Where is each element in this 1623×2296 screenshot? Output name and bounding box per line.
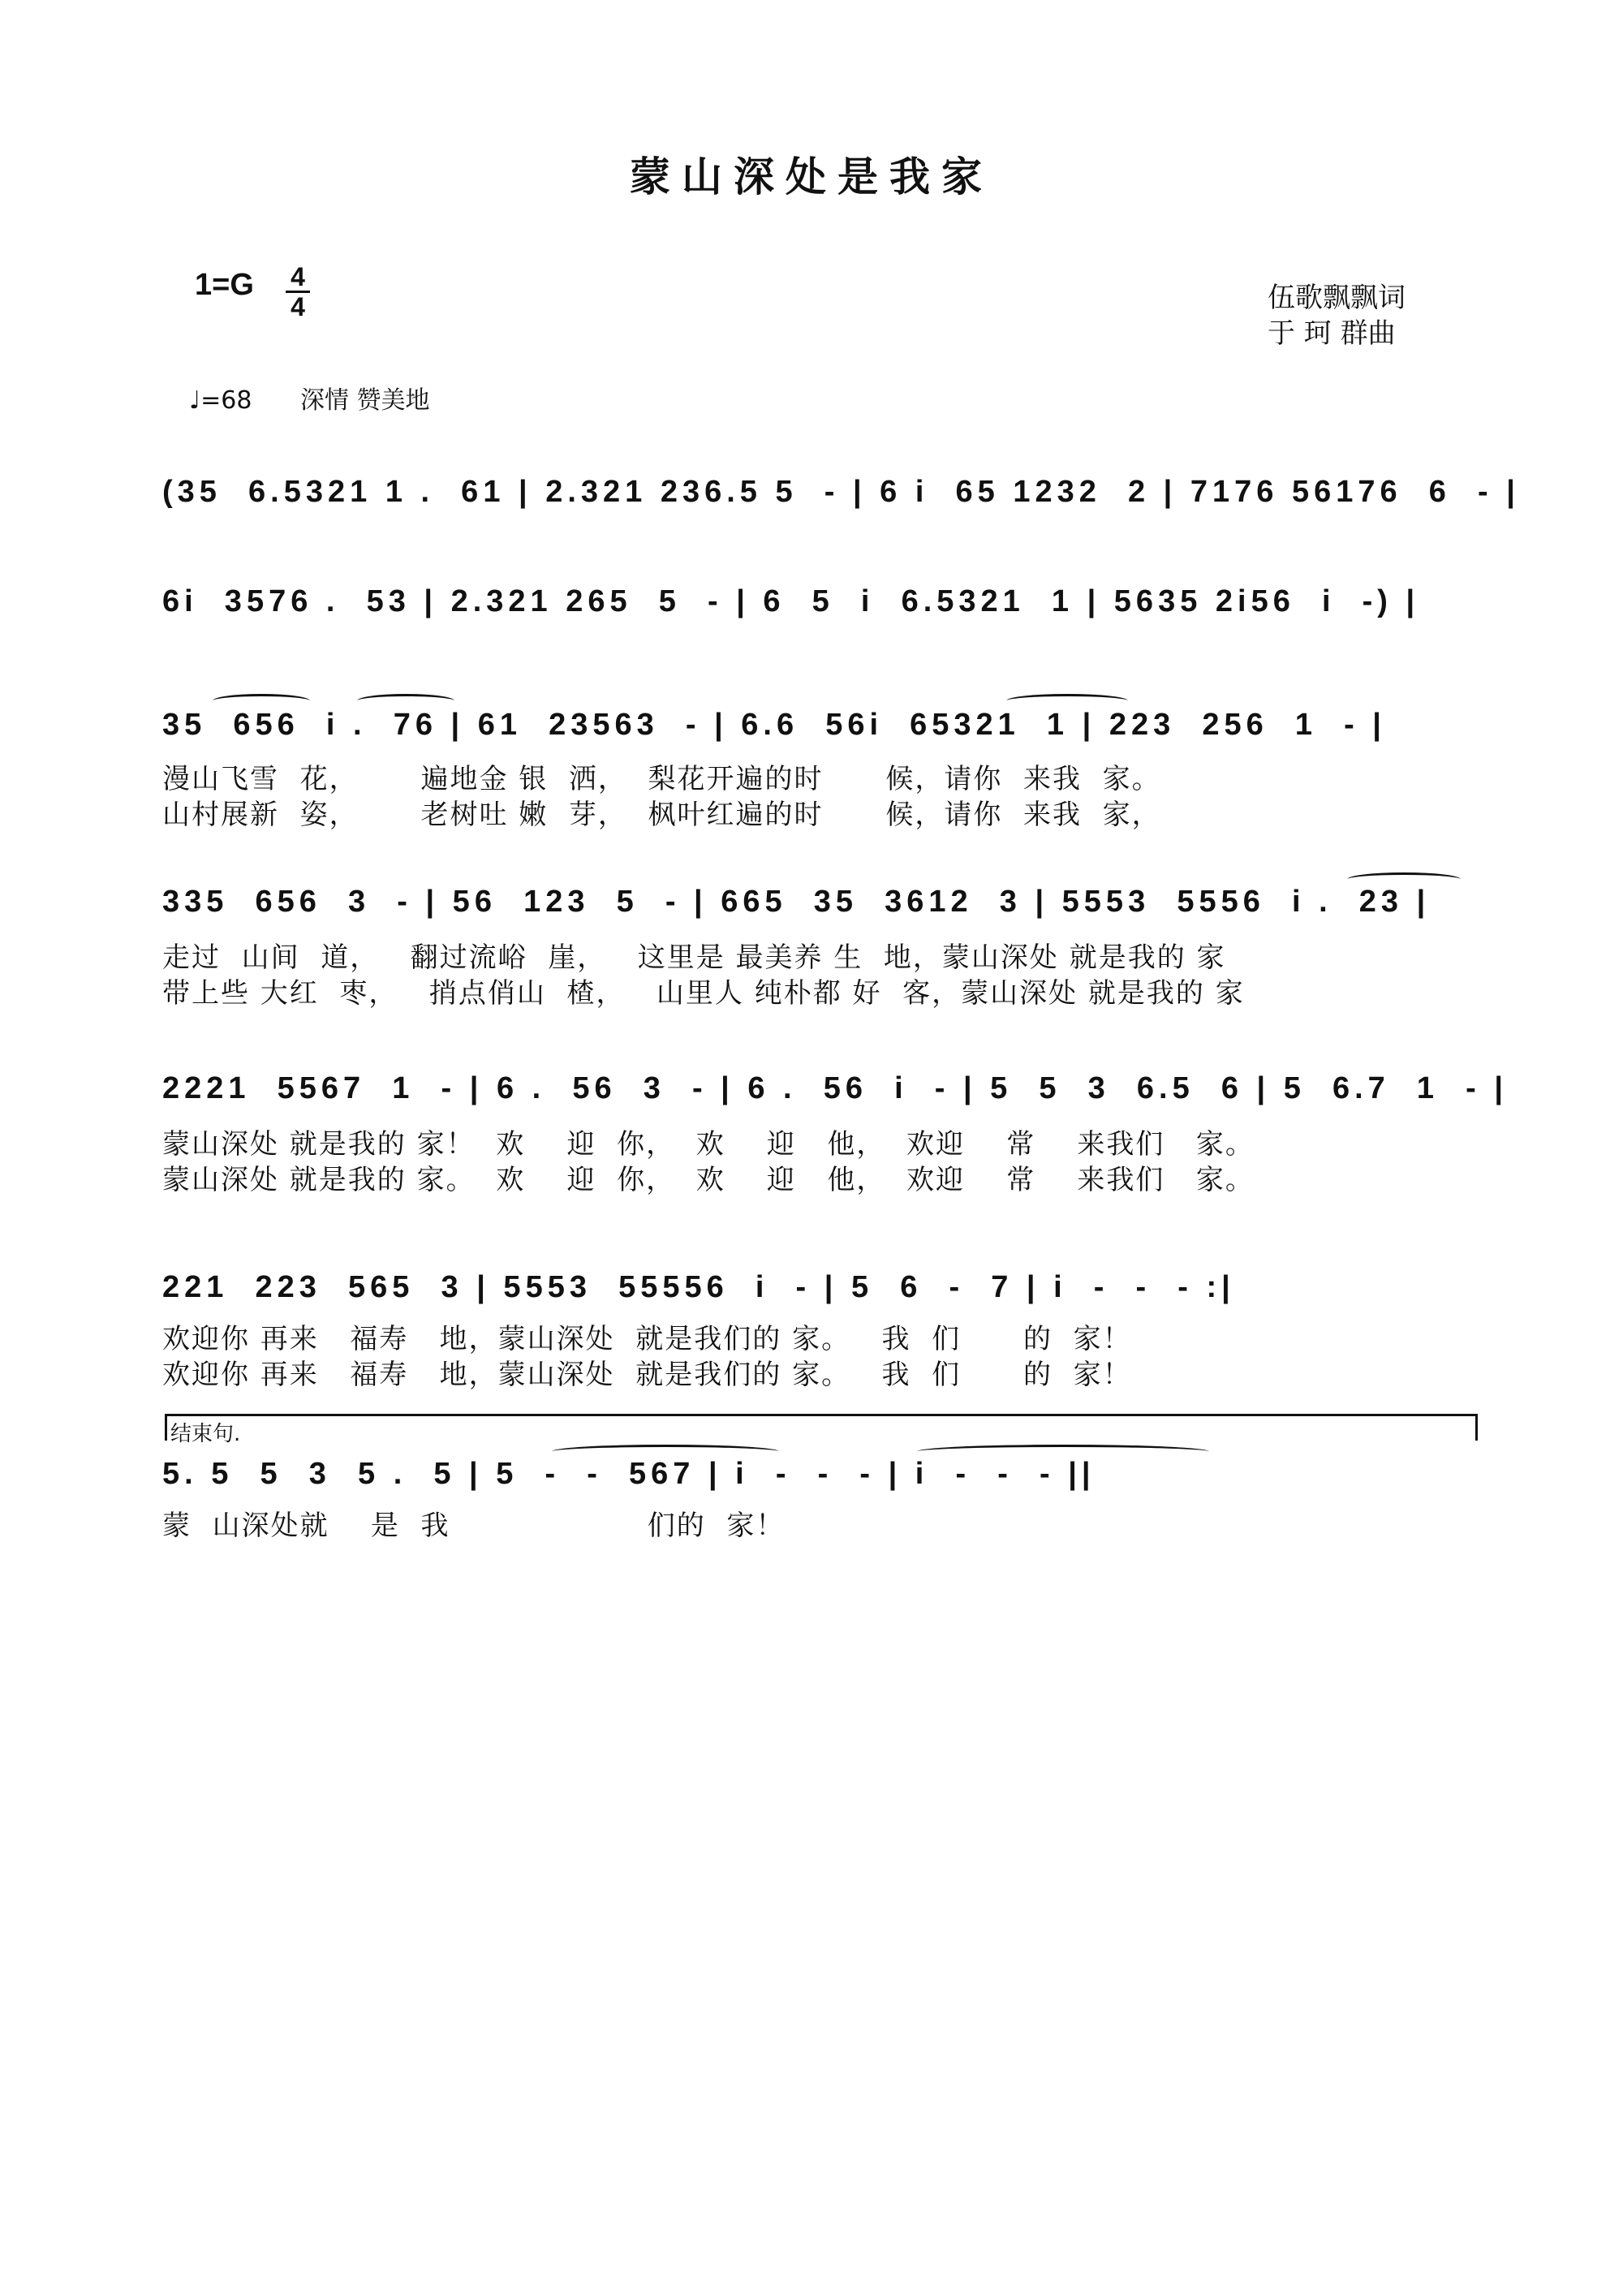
time-signature-top: 4 (291, 262, 305, 291)
slur-arc (357, 694, 454, 708)
slur-arc (213, 694, 310, 708)
tie-arc (917, 1445, 1209, 1458)
credits (1268, 280, 1406, 351)
staff-notes: 335 656 3 - | 56 123 5 - | 665 35 3612 3 | 5553 5556 i . 23 | (162, 885, 1431, 919)
time-signature-bottom: 4 (291, 292, 305, 321)
lyric-line: 带上些 大红 枣， 捎点俏山 楂， 山里人 纯朴都 好 客，蒙山深处 就是我的 家 (162, 977, 1245, 1010)
lyric-line: 蒙山深处 就是我的 家。 欢 迎 你， 欢 迎 他， 欢迎 常 来我们 家。 (162, 1164, 1255, 1196)
song-title: 蒙山深处是我家 (630, 153, 993, 200)
staff-notes: 5. 5 5 3 5 . 5 | 5 - - 567 | i - - - | i - - - || (162, 1457, 1096, 1491)
slur-arc (1347, 872, 1461, 886)
staff-notes: 35 656 i . 76 | 61 23563 - | 6.6 56i 65321 1 | 223 256 1 - | (162, 708, 1386, 742)
lyric-line: 走过 山间 道， 翻过流峪 崖， 这里是 最美养 生 地，蒙山深处 就是我的 家 (162, 941, 1226, 974)
expression-mark: 深情 赞美地 (300, 386, 430, 415)
staff-notes: 221 223 565 3 | 5553 55556 i - | 5 6 - 7 | i - - - :| (162, 1270, 1235, 1304)
lyric-line: 蒙 山深处就 是 我 们的 家！ (162, 1510, 786, 1542)
lyric-line: 山村展新 姿， 老树吐 嫩 芽， 枫叶红遍的时 候，请你 来我 家， (162, 799, 1161, 831)
tempo-mark: ♩=68 (189, 386, 252, 415)
staff-notes: 6i 3576 . 53 | 2.321 265 5 - | 6 5 i 6.5321 1 | 5635 2i56 i -) | (162, 584, 1420, 618)
ending-label: 结束句. (170, 1422, 241, 1446)
tie-arc (552, 1445, 779, 1458)
composer-credit: 于 珂 群曲 (1268, 317, 1396, 350)
lyric-line: 漫山飞雪 花， 遍地金 银 洒， 梨花开遍的时 候，请你 来我 家。 (162, 763, 1161, 795)
time-signature (286, 264, 310, 320)
slur-arc (1006, 694, 1128, 708)
lyric-line: 蒙山深处 就是我的 家！ 欢 迎 你， 欢 迎 他， 欢迎 常 来我们 家。 (162, 1128, 1255, 1161)
lyricist-credit: 伍歌飘飘词 (1268, 282, 1406, 314)
staff-line-1 (162, 475, 1520, 564)
staff-notes: (35 6.5321 1 . 61 | 2.321 236.5 5 - | 6 i 65 1232 2 | 7176 56176 6 - | (162, 475, 1520, 509)
lyric-line: 欢迎你 再来 福寿 地，蒙山深处 就是我们的 家。 我 们 的 家！ (162, 1323, 1132, 1355)
tempo-marking (189, 380, 430, 416)
lyric-line: 欢迎你 再来 福寿 地，蒙山深处 就是我们的 家。 我 们 的 家！ (162, 1359, 1132, 1391)
ending-bracket (165, 1414, 1478, 1441)
staff-line-2 (162, 584, 1477, 674)
key-signature: 1=G (195, 268, 254, 302)
staff-notes: 2221 5567 1 - | 6 . 56 3 - | 6 . 56 i - | 5 5 3 6.5 6 | 5 6.7 1 - | (162, 1071, 1509, 1105)
